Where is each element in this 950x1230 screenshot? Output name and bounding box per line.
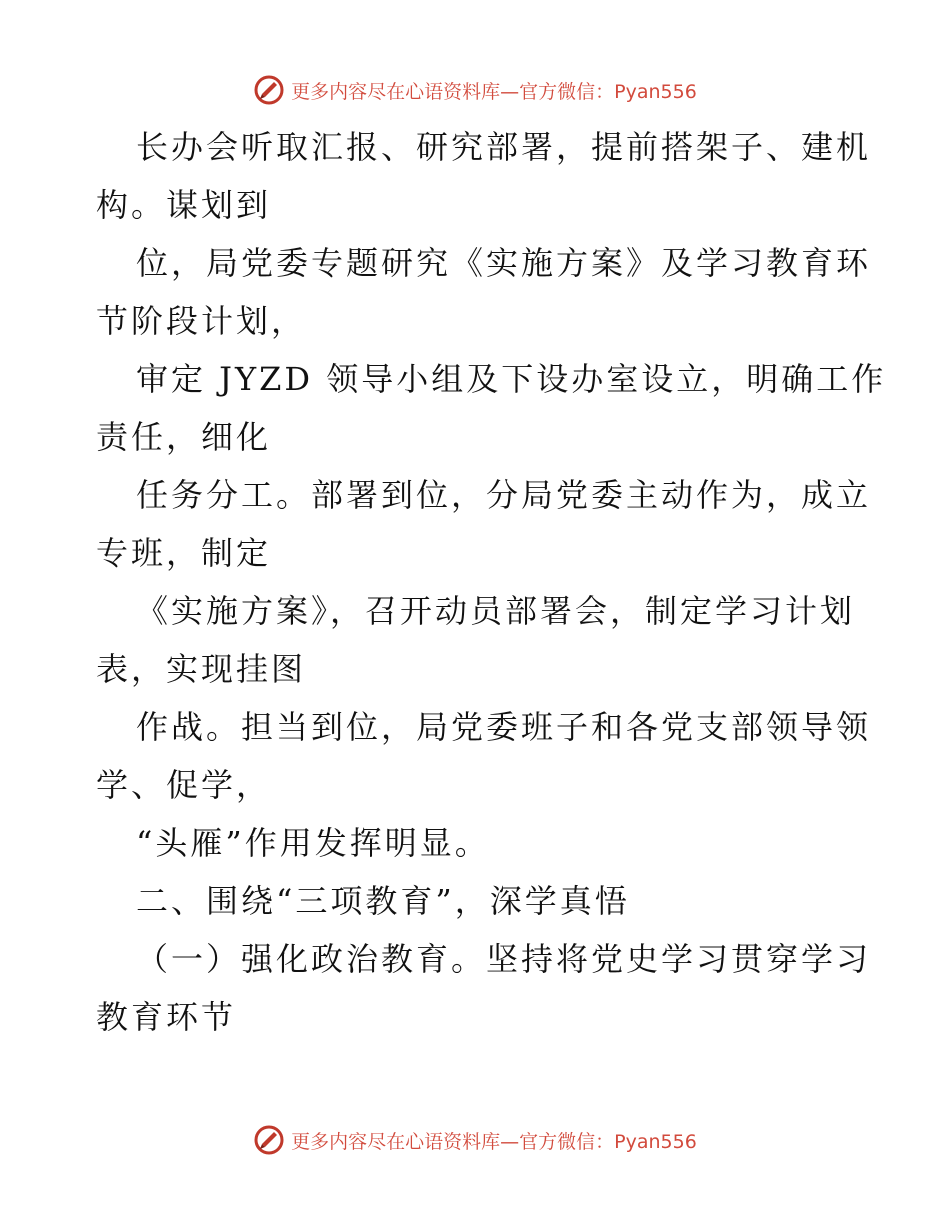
body-line: 表，实现挂图 bbox=[96, 650, 307, 688]
section-heading: 二、围绕“三项教育”，深学真悟 bbox=[136, 882, 630, 920]
body-line: “头雁”作用发挥明显。 bbox=[136, 824, 490, 862]
body-line: 长办会听取汇报、研究部署，提前搭架子、建机 bbox=[136, 128, 872, 166]
document-body bbox=[96, 118, 887, 1046]
footer-watermark bbox=[0, 1120, 950, 1160]
body-line: 学、促学， bbox=[96, 766, 272, 804]
body-line: （一）强化政治教育。坚持将党史学习贯穿学习 bbox=[136, 940, 872, 978]
book-pen-logo-icon bbox=[253, 74, 285, 106]
body-line: 教育环节 bbox=[96, 998, 237, 1036]
body-line: 专班，制定 bbox=[96, 534, 272, 572]
body-line: 《实施方案》，召开动员部署会，制定学习计划 bbox=[136, 592, 856, 630]
body-line: 任务分工。部署到位，分局党委主动作为，成立 bbox=[136, 476, 872, 514]
watermark-text: 更多内容尽在心语资料库—官方微信：Pyan556 bbox=[291, 1130, 697, 1153]
body-line: 节阶段计划， bbox=[96, 302, 307, 340]
book-pen-logo-icon bbox=[253, 1124, 285, 1156]
body-line: 审定 JYZD 领导小组及下设办室设立，明确工作 bbox=[136, 360, 887, 398]
body-line: 位，局党委专题研究《实施方案》及学习教育环 bbox=[136, 244, 872, 282]
body-line: 作战。担当到位，局党委班子和各党支部领导领 bbox=[136, 708, 872, 746]
watermark-text: 更多内容尽在心语资料库—官方微信：Pyan556 bbox=[291, 80, 697, 103]
body-line: 构。谋划到 bbox=[96, 186, 272, 224]
body-line: 责任，细化 bbox=[96, 418, 272, 456]
header-watermark bbox=[0, 70, 950, 110]
